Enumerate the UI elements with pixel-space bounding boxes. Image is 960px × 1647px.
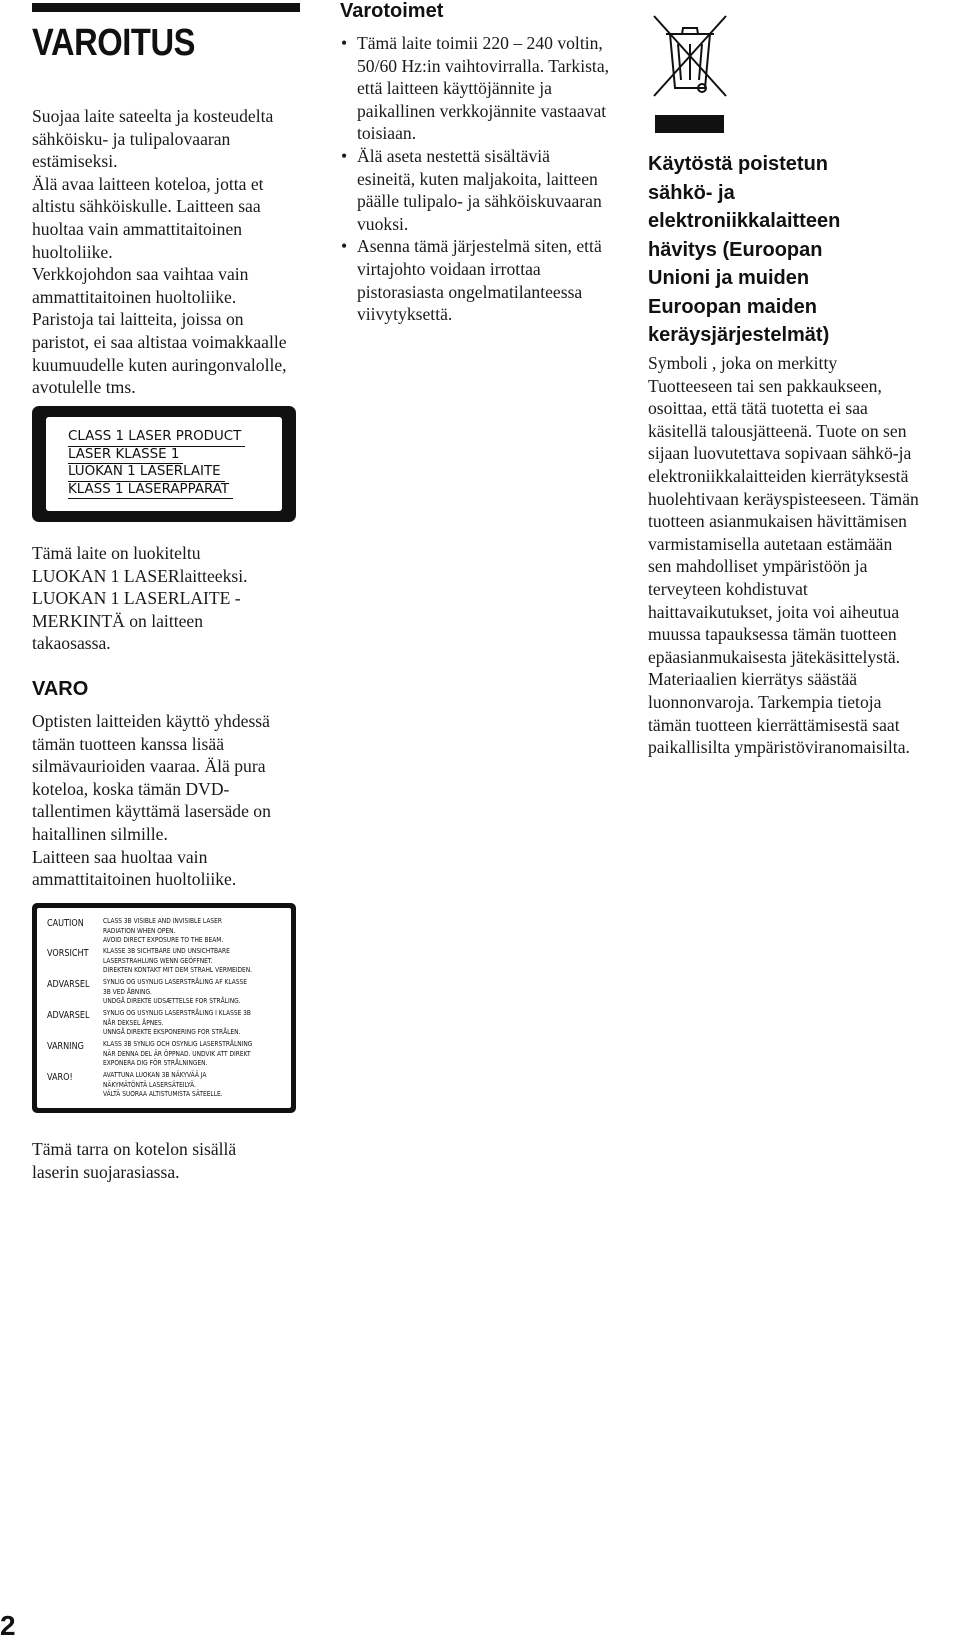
precautions-heading: Varotoimet bbox=[340, 0, 444, 22]
caution-text: CLASS 3B VISIBLE AND INVISIBLE LASER RADIATION WHEN OPEN. AVOID DIRECT EXPOSURE TO THE BEAM. bbox=[103, 916, 224, 945]
caution-text: SYNLIG OG USYNLIG LASERSTRÅLING I KLASSE 3B NÅR DEKSEL ÅPNES. UNNGÅ DIREKTE EKSPONERING FOR STRÅLEN. bbox=[103, 1008, 251, 1037]
weee-paragraph: Symboli , joka on merkitty Tuotteeseen tai sen pakkaukseen, osoittaa, että tätä tuotetta ei saa käsitellä talousjätteenä. Tuote on sen sijaan luovutettava sopivaan sähkö-ja elektroniikkalaitteiden kierrätyksestä huolehtivaan keräyspisteeseen. Tämän tuotteen asianmukaisen hävittämisen varmistamisella autetaan estämään sen mahdolliset ympäristöön ja terveyteen kohdistuvat haittavaikutukset, joita voi aiheutua muussa tapauksessa tämän tuotteen epäasianmukaisesta jätekäsittelystä. Materiaalien kierrätys säästää luonnonvaroja. Tarkempia tietoja tämän tuotteen kierrättämisestä saat paikallisilta ympäristöviranomaisilta. bbox=[648, 353, 919, 758]
precautions-list bbox=[340, 32, 612, 326]
caution-label-panel bbox=[37, 908, 291, 1108]
page-number: 2 bbox=[0, 1610, 16, 1641]
caution-text: AVATTUNA LUOKAN 3B NÄKYVÄÄ JA NÄKYMÄTÖNTÄ LASERSÄTEILYÄ. VÄLTÄ SUORAA ALTISTUMISTA SÄTEELLE. bbox=[103, 1070, 223, 1099]
laser-class-label-panel bbox=[46, 417, 282, 511]
caution-language: ADVARSEL bbox=[47, 979, 90, 990]
caution-language: ADVARSEL bbox=[47, 1010, 90, 1021]
caution-text: KLASS 3B SYNLIG OCH OSYNLIG LASERSTRÅLNING NÄR DENNA DEL ÄR ÖPPNAD. UNDVIK ATT DIREKT EXPONERA DIG FÖR STRÅLNINGEN. bbox=[103, 1039, 253, 1068]
precaution-item: • Tämä laite toimii 220 – 240 voltin, 50/60 Hz:in vaihtovirralla. Tarkista, että laitteen käyttöjännite ja paikallinen verkkojännite vastaavat toisiaan. bbox=[340, 32, 612, 145]
crossed-out-wheelie-bin-icon bbox=[648, 10, 732, 100]
precaution-item: • Asenna tämä järjestelmä siten, että virtajohto voidaan irrottaa pistorasiasta ongelmatilanteessa viivytyksettä. bbox=[340, 235, 612, 325]
weee-heading: Käytöstä poistetun sähkö- ja elektroniikkalaitteen hävitys (Euroopan Unioni ja muiden Euroopan maiden keräysjärjestelmät) bbox=[648, 153, 841, 346]
laser-label-line: LASER KLASSE 1 bbox=[68, 447, 183, 465]
varo-heading: VARO bbox=[32, 678, 89, 700]
laser-label-line: CLASS 1 LASER PRODUCT bbox=[68, 429, 245, 447]
class-paragraph: Tämä laite on luokiteltu LUOKAN 1 LASERlaitteeksi. LUOKAN 1 LASERLAITE -MERKINTÄ on laitteen takaosassa. bbox=[32, 543, 248, 654]
laser-label-line: KLASS 1 LASERAPPARAT bbox=[68, 482, 233, 500]
caution-language: VORSICHT bbox=[47, 948, 89, 959]
varo-paragraph: Optisten laitteiden käyttö yhdessä tämän tuotteen kanssa lisää silmävaurioiden vaaraa. Älä pura koteloa, koska tämän DVD-tallentimen käyttämä lasersäde on haitallinen silmille. Laitteen saa huoltaa vain ammattitaitoinen huoltoliike. bbox=[32, 711, 271, 890]
title-rule bbox=[32, 3, 300, 12]
bin-underline-bar bbox=[655, 115, 724, 133]
warning-paragraph: Suojaa laite sateelta ja kosteudelta sähköisku- ja tulipalovaaran estämiseksi. Älä avaa laitteen koteloa, jotta et altistu sähköiskulle. Laitteen saa huoltaa vain ammattitaitoinen huoltoliike. Verkkojohdon saa vaihtaa vain ammattitaitoinen huoltoliike. Paristoja tai laitteita, joissa on paristot, ei saa altistaa voimakkaalle kuumuudelle kuten auringonvalolle, avotulelle tms. bbox=[32, 106, 287, 398]
laser-class-label-lines bbox=[68, 429, 245, 499]
page-title: VAROITUS bbox=[32, 22, 195, 64]
caution-text: KLASSE 3B SICHTBARE UND UNSICHTBARE LASERSTRAHLUNG WENN GEÖFFNET. DIREKTEN KONTAKT MIT DEM STRAHL VERMEIDEN. bbox=[103, 946, 253, 975]
caution-language: CAUTION bbox=[47, 918, 84, 929]
caution-language: VARNING bbox=[47, 1041, 84, 1052]
label-location-paragraph: Tämä tarra on kotelon sisällä laserin suojarasiassa. bbox=[32, 1139, 237, 1182]
caution-language: VARO! bbox=[47, 1072, 73, 1083]
laser-label-line: LUOKAN 1 LASERLAITE bbox=[68, 464, 225, 482]
caution-label bbox=[32, 903, 296, 1113]
laser-class-label bbox=[32, 406, 296, 522]
precaution-item: • Älä aseta nestettä sisältäviä esineitä, kuten maljakoita, laitteen päälle tulipalo- ja sähköiskuvaaran vuoksi. bbox=[340, 145, 612, 235]
caution-text: SYNLIG OG USYNLIG LASERSTRÅLING AF KLASSE 3B VED ÅBNING. UNDGÅ DIREKTE UDSÆTTELSE FOR STRÅLING. bbox=[103, 977, 247, 1006]
